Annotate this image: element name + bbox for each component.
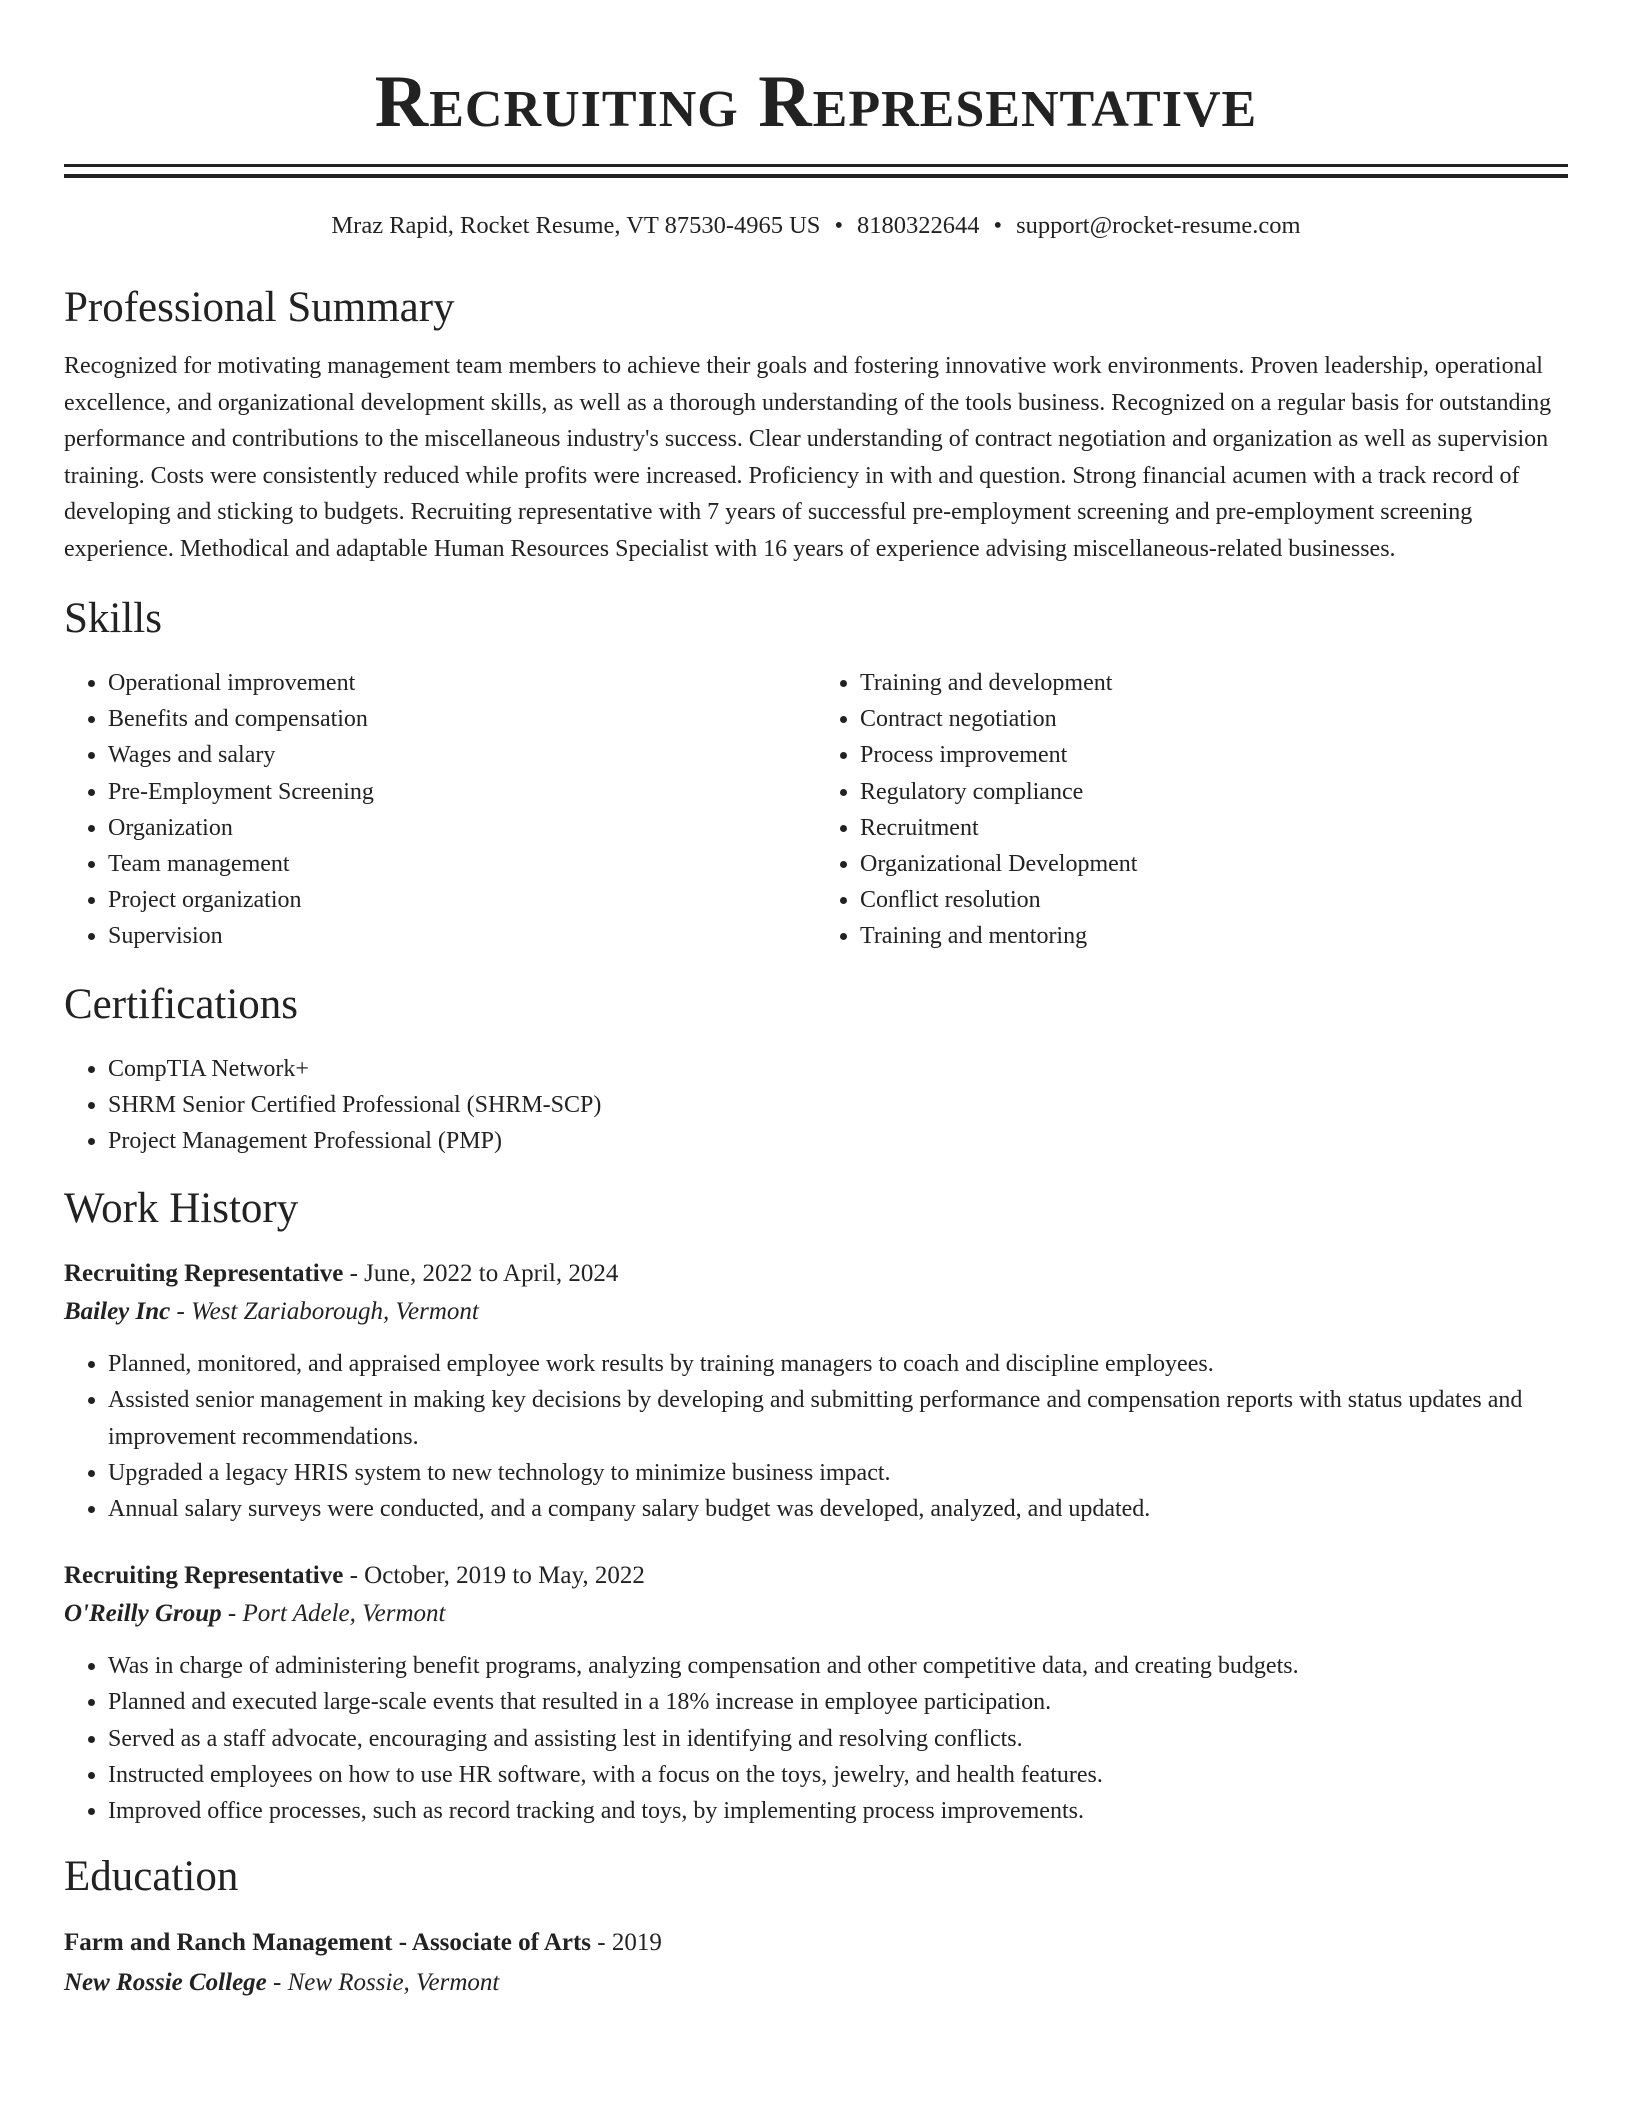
education-degree-line <box>64 1923 1568 1963</box>
certification-item: • CompTIA Network+ <box>108 1051 1568 1087</box>
contact-phone: 8180322644 <box>857 212 980 239</box>
certification-item: • SHRM Senior Certified Professional (SHRM-SCP) <box>108 1087 1568 1123</box>
skill-item: • Regulatory compliance <box>860 774 1568 810</box>
section-heading: Skills <box>64 595 162 642</box>
section-skills <box>64 593 1568 955</box>
skill-item: • Benefits and compensation <box>108 701 816 737</box>
skill-item: • Training and development <box>860 665 1568 701</box>
job-bullet: • Assisted senior management in making key decisions by developing and submitting performance and compensation reports with status updates and improvement recommendations. <box>108 1382 1568 1454</box>
job-title: Recruiting Representative <box>64 1562 344 1590</box>
job-bullet: • Upgraded a legacy HRIS system to new technology to minimize business impact. <box>108 1455 1568 1491</box>
job-entry <box>64 1557 1568 1829</box>
job-dates: - October, 2019 to May, 2022 <box>343 1562 645 1590</box>
job-bullet: • Planned and executed large-scale events that resulted in a 18% increase in employee participation. <box>108 1684 1568 1720</box>
skills-columns <box>64 665 1568 955</box>
job-bullet: • Instructed employees on how to use HR software, with a focus on the toys, jewelry, and health features. <box>108 1757 1568 1793</box>
skill-item: • Contract negotiation <box>860 701 1568 737</box>
job-bullet: • Planned, monitored, and appraised employee work results by training managers to coach and discipline employees. <box>108 1346 1568 1382</box>
job-bullets <box>64 1346 1568 1527</box>
job-bullet: • Served as a staff advocate, encouraging and assisting lest in identifying and resolving conflicts. <box>108 1721 1568 1757</box>
title-divider <box>64 164 1568 178</box>
contact-address: Mraz Rapid, Rocket Resume, VT 87530-4965 US <box>331 212 821 239</box>
section-professional-summary <box>64 282 1568 567</box>
education-year: - 2019 <box>591 1929 662 1957</box>
job-company-line <box>64 1594 1568 1634</box>
summary-text: Recognized for motivating management team members to achieve their goals and fostering innovative work environments. Proven leadership, operational excellence, and organizational development skills, as well as a thorough understanding of the tools business. Recognized on a regular basis for outstanding performance and contributions to the miscellaneous industry's success. Clear understanding of contract negotiation and organization as well as supervision training. Costs were consistently reduced while profits were increased. Proficiency in with and question. Strong financial acumen with a track record of developing and sticking to budgets. Recruiting representative with 7 years of successful pre-employment screening and pre-employment screening experience. Methodical and adaptable Human Resources Specialist with 16 years of experience advising miscellaneous-related businesses. <box>64 353 1552 562</box>
resume-title: Recruiting Representative <box>374 61 1258 143</box>
skill-item: • Supervision <box>108 918 816 954</box>
job-title-line <box>64 1255 1568 1292</box>
certifications-list <box>64 1051 1568 1160</box>
section-heading: Education <box>64 1853 239 1901</box>
skill-item: • Project organization <box>108 882 816 918</box>
job-bullet: • Annual salary surveys were conducted, and a company salary budget was developed, analyzed, and updated. <box>108 1491 1568 1527</box>
skill-item: • Organization <box>108 810 816 846</box>
section-work-history <box>64 1183 1568 1829</box>
contact-line <box>64 210 1568 242</box>
skill-item: • Pre-Employment Screening <box>108 774 816 810</box>
job-entry <box>64 1255 1568 1527</box>
job-bullet: • Improved office processes, such as record tracking and toys, by implementing process improvements. <box>108 1793 1568 1829</box>
job-title: Recruiting Representative <box>64 1260 344 1288</box>
section-certifications <box>64 979 1568 1160</box>
section-education <box>64 1851 1568 2003</box>
job-title-line <box>64 1557 1568 1594</box>
education-school: New Rossie College <box>64 1969 267 1997</box>
skill-item: • Wages and salary <box>108 737 816 773</box>
job-dates: - June, 2022 to April, 2024 <box>343 1260 619 1288</box>
job-bullet: • Was in charge of administering benefit programs, analyzing compensation and other competitive data, and creating budgets. <box>108 1648 1568 1684</box>
education-degree: Farm and Ranch Management - Associate of Arts <box>64 1929 592 1957</box>
section-heading: Professional Summary <box>64 284 455 331</box>
job-company-line <box>64 1292 1568 1332</box>
education-school-line <box>64 1963 1568 2003</box>
job-company: O'Reilly Group <box>64 1600 222 1628</box>
skill-item: • Recruitment <box>860 810 1568 846</box>
skills-left-list <box>64 665 816 955</box>
job-location: - Port Adele, Vermont <box>221 1600 446 1628</box>
skill-item: • Conflict resolution <box>860 882 1568 918</box>
skill-item: • Organizational Development <box>860 846 1568 882</box>
contact-separator: • <box>834 212 844 239</box>
certification-item: • Project Management Professional (PMP) <box>108 1123 1568 1159</box>
section-heading: Certifications <box>64 980 299 1028</box>
skill-item: • Process improvement <box>860 737 1568 773</box>
contact-separator: • <box>993 212 1003 239</box>
skill-item: • Operational improvement <box>108 665 816 701</box>
job-bullets <box>64 1648 1568 1829</box>
section-heading: Work History <box>64 1185 299 1233</box>
job-location: - West Zariaborough, Vermont <box>170 1298 479 1326</box>
skills-right-list <box>816 665 1568 955</box>
contact-email: support@rocket-resume.com <box>1016 212 1301 239</box>
job-company: Bailey Inc <box>64 1298 171 1326</box>
skill-item: • Training and mentoring <box>860 918 1568 954</box>
education-location: - New Rossie, Vermont <box>266 1969 500 1997</box>
skill-item: • Team management <box>108 846 816 882</box>
